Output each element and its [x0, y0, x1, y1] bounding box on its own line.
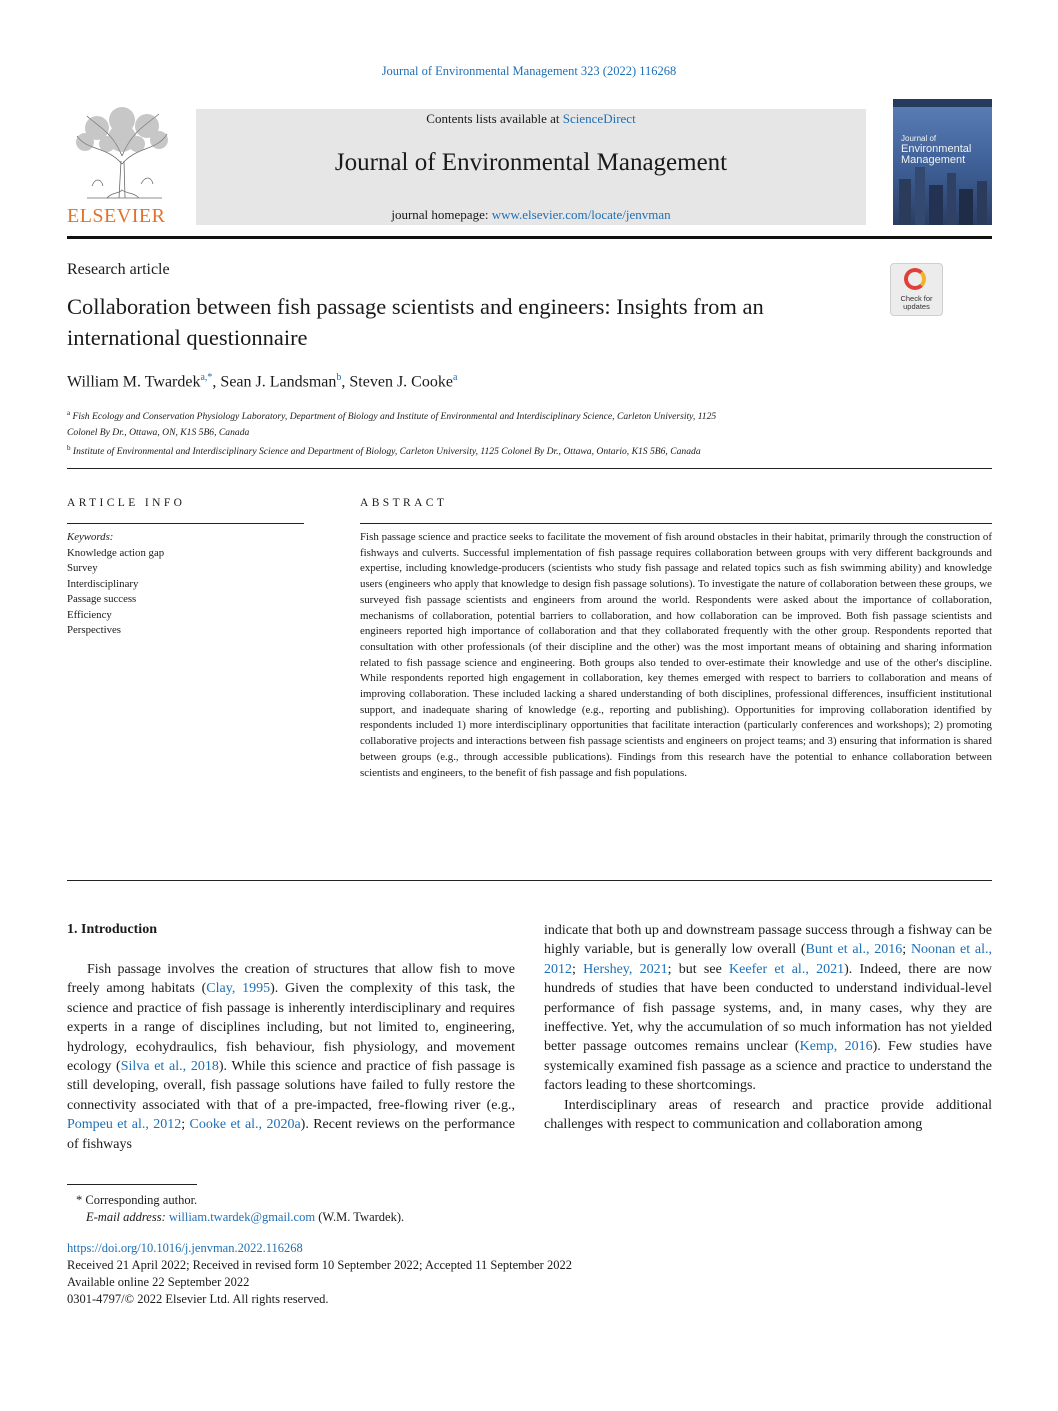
contents-prefix: Contents lists available at — [426, 111, 563, 126]
keyword-item: Knowledge action gap — [67, 546, 165, 559]
check-updates-label — [891, 295, 942, 311]
article-info-rule — [67, 523, 304, 524]
affiliation-b-line-1: Institute of Environmental and Interdisciplinary Science and Department of Biology, Carleton University, 1125 Colonel By Dr., Ottawa, Ontario, K1S 5B6, Canada — [72, 446, 701, 458]
affiliation-rule — [67, 468, 992, 469]
cover-title-line-2: Environmental — [901, 143, 972, 155]
available-online: Available online 22 September 2022 — [67, 1275, 250, 1289]
doi-link[interactable]: https://doi.org/10.1016/j.jenvman.2022.116268 — [67, 1241, 303, 1255]
citation-link[interactable]: Bunt et al., 2016 — [805, 942, 903, 958]
citation-link[interactable]: Silva et al., 2018 — [120, 1059, 219, 1075]
copyright-line: 0301-4797/© 2022 Elsevier Ltd. All rights reserved. — [67, 1292, 329, 1306]
header-rule — [67, 236, 992, 239]
keyword-item: Survey — [67, 562, 98, 574]
author-name[interactable]: Steven J. Cooke — [349, 373, 453, 391]
citation-link[interactable]: Noonan et al., 2012 — [544, 942, 992, 977]
check-for-updates-button[interactable] — [890, 263, 943, 316]
author-affiliation-marker[interactable]: a — [452, 372, 458, 383]
sciencedirect-link[interactable]: ScienceDirect — [562, 111, 636, 126]
abstract-text: Fish passage science and practice seeks to facilitate the movement of fish around obstacles in their habitat, primarily through the construction of fishways and culverts. Successful implementation of fish passage requires collaboration between groups with very different backgrounds and expertise, including knowledge-producers (scientists who study fish passage and related topics such as fish swimming ability) and knowledge users (engineers who apply that knowledge to design fish passage solutions). To investigate the nature of collaboration between these groups, we surveyed fish passage scientists and engineers from around the world. Respondents were asked about the importance of collaboration, mechanisms of collaboration, potential barriers to collaboration, and how collaboration can be improved. Both fish passage scientists and engineers reported high importance of collaboration and that they collaborated frequently with the other group. Respondents reported that consultation with other professionals (of their discipline and the other) was the most important means of obtaining and sharing information related to fish passage science and engineering. Both groups also tended to over-estimate their knowledge and use of the other's discipline. While respondents reported high engagement in collaboration, key themes emerged with respect to barriers to collaboration and means of improving collaboration. These included lacking a shared understanding of both disciplines, professional differences, insufficient institutional support, and inadequate sharing of knowledge (e.g., reporting and publishing). Opportunities for improving collaboration identified by respondents included 1) more interdisciplinary opportunities that facilitate interaction (particularly conferences and workshops); 2) promoting collaborative projects and interactions between fish passage scientists and engineers on project teams; and 3) ensuring that information is shared between groups (e.g., through accessible publications). Findings from this research have the potential to enhance collaboration between scientists and engineers, to the benefit of fish passage and fish populations. — [360, 531, 992, 779]
elsevier-tree-icon — [67, 106, 177, 202]
author-name[interactable]: William M. Twardek — [67, 373, 201, 391]
article-info-heading: ARTICLE INFO — [67, 497, 186, 509]
email-suffix: (W.M. Twardek). — [315, 1210, 405, 1224]
keyword-item: Efficiency — [67, 608, 112, 621]
journal-citation[interactable]: Journal of Environmental Management 323 (2022) 116268 — [381, 64, 677, 78]
corresponding-label: * Corresponding author. — [76, 1193, 198, 1207]
author-affiliation-marker[interactable]: a,* — [200, 372, 213, 383]
citation-link[interactable]: Hershey, 2021 — [583, 961, 668, 977]
citation-link[interactable]: Cooke et al., 2020a — [189, 1117, 301, 1133]
intro-paragraph-3: Interdisciplinary areas of research and practice provide additional challenges with respect to communication and collaboration among — [544, 1097, 992, 1133]
author-list: William M. Twardek$^{a,*}$, Sean J. Landsman$^b$, Steven J. Cooke$^a$ — [67, 372, 458, 391]
corresponding-author-note — [76, 1192, 404, 1226]
homepage-prefix: journal homepage: — [391, 207, 492, 222]
cover-title — [901, 133, 971, 166]
check-updates-line-1: Check for — [900, 294, 933, 303]
received-dates: Received 21 April 2022; Received in revised form 10 September 2022; Accepted 11 September 2022 — [67, 1258, 572, 1272]
cover-title-line-1: Journal of — [901, 134, 937, 143]
citation-link[interactable]: Keefer et al., 2021 — [729, 961, 845, 977]
publication-details — [67, 1240, 572, 1308]
check-updates-icon — [904, 268, 926, 290]
journal-banner — [196, 109, 866, 225]
affiliation-a — [67, 405, 716, 441]
intro-paragraph-2: indicate that both up and downstream passage success through a fishway can be highly variable, but is generally low overall (Bunt et al., 2016; Noonan et al., 2012; Hershey, 2021; but see Keefer et al., 2021). Indeed, there are now hundreds of studies that have been conducted to understand individual-level performance of fish passage systems, and, in many cases, why they are ineffective. Yet, why the accumulation of so much information has not yielded better passage outcomes remains unclear (Kemp, 2016). Few studies have systemically examined fish passage as a science and practice to understand the factors leading to these shortcomings. — [544, 923, 992, 1094]
journal-homepage — [196, 207, 866, 223]
keyword-item: Interdisciplinary — [67, 577, 139, 590]
homepage-link[interactable]: www.elsevier.com/locate/jenvman — [491, 207, 671, 222]
intro-paragraph-1: Fish passage involves the creation of structures that allow fish to move freely among habitats (Clay, 1995). Given the complexity of this task, the science and practice of fish passage is inherently interdisciplinary and requires experts in a range of disciplines including, but not limited to, engineering, hydrology, ecohydraulics, fish behaviour, fish physiology, and movement ecology (Silva et al., 2018). While this science and practice of fish passage is still developing, overall, fish passage solutions have failed to fully restore the connectivity associated with that of a pre-impacted, free-flowing river (e.g., Pompeu et al., 2012; Cooke et al., 2020a). Recent reviews on the performance of fishways — [67, 962, 516, 1152]
citation-link[interactable]: Clay, 1995 — [206, 981, 271, 997]
elsevier-logo[interactable] — [67, 106, 177, 202]
affiliation-b — [67, 440, 701, 460]
section-heading-introduction: 1. Introduction — [67, 922, 157, 937]
article-title: Collaboration between fish passage scientists and engineers: Insights from an international questionnaire — [67, 294, 764, 350]
affiliation-a-marker: a — [67, 409, 71, 417]
footnote-rule — [67, 1184, 197, 1185]
citation-link[interactable]: Kemp, 2016 — [799, 1039, 873, 1055]
publisher-wordmark: ELSEVIER — [67, 205, 166, 227]
keyword-item: Perspectives — [67, 624, 121, 636]
cover-cityscape-icon — [893, 159, 992, 225]
email-line — [76, 1209, 404, 1226]
abstract-heading: ABSTRACT — [360, 497, 448, 509]
author-name[interactable]: Sean J. Landsman — [220, 373, 337, 391]
intro-right-column — [544, 921, 992, 1134]
affiliation-a-line-1: Fish Ecology and Conservation Physiology Laboratory, Department of Biology and Institute of Environmental and Interdisciplinary Science, Carleton University, 1125 — [72, 411, 717, 423]
contents-line — [196, 111, 866, 127]
article-type: Research article — [67, 261, 170, 278]
keyword-item: Passage success — [67, 593, 137, 605]
journal-cover-image[interactable] — [893, 99, 992, 225]
affiliation-a-line-2: Colonel By Dr., Ottawa, ON, K1S 5B6, Canada — [67, 427, 250, 439]
abstract-rule — [360, 523, 992, 524]
citation-link[interactable]: Pompeu et al., 2012 — [67, 1117, 182, 1133]
affiliation-b-marker: b — [67, 444, 71, 452]
cover-band — [893, 99, 992, 107]
intro-left-column — [67, 960, 515, 1154]
email-link[interactable]: william.twardek@gmail.com — [168, 1210, 316, 1224]
email-label: E-mail address: — [86, 1210, 169, 1224]
check-updates-line-2: updates — [903, 302, 930, 311]
keywords-block — [67, 530, 164, 639]
journal-name: Journal of Environmental Management — [334, 149, 728, 176]
cover-title-line-3: Management — [901, 154, 966, 166]
keywords-list — [67, 546, 164, 639]
author-affiliation-marker[interactable]: b — [336, 372, 342, 383]
keywords-label: Keywords: — [67, 531, 114, 543]
abstract-bottom-rule — [67, 880, 992, 881]
